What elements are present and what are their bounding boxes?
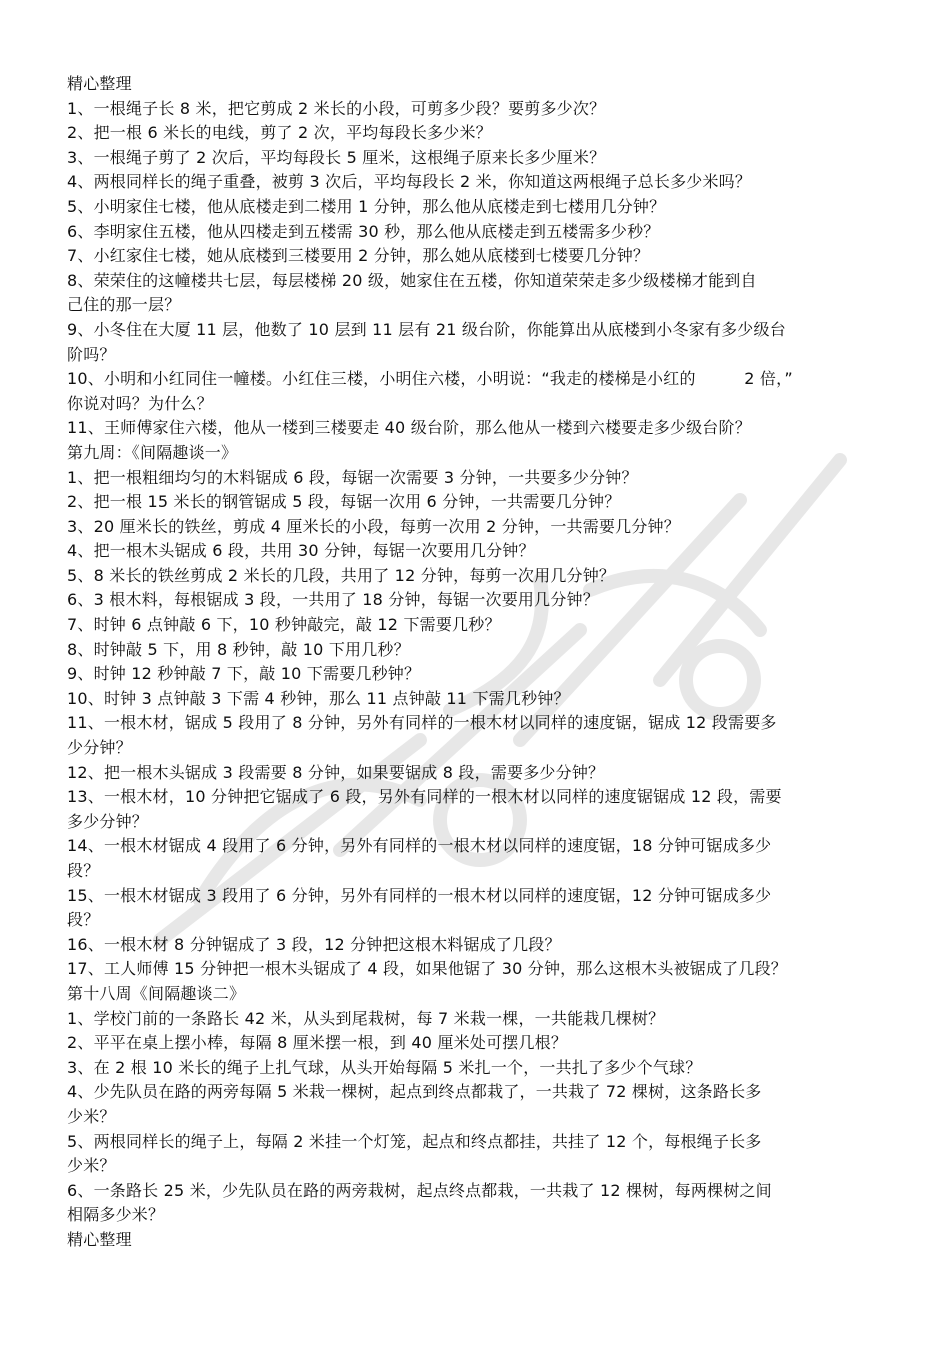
list-item-continuation: 多少分钟？ (67, 811, 149, 831)
list-item: 9、时钟 12 秒钟敲 7 下，敲 10 下需要几秒钟？ (67, 664, 421, 684)
list-item: 14、一根木材锯成 4 段用了 6 分钟，另外有同样的一根木材以同样的速度锯，18 分钟可锯成多少 (67, 836, 772, 856)
document-body (67, 72, 887, 1253)
list-item: 4、把一根木头锯成 6 段，共用 30 分钟，每锯一次要用几分钟？ (67, 541, 535, 561)
list-item: 7、小红家住七楼，她从底楼到三楼要用 2 分钟，那么她从底楼到七楼要几分钟？ (67, 246, 650, 266)
list-item-continuation: 段？ (67, 861, 100, 880)
page-header: 精心整理 (67, 74, 132, 93)
list-item: 6、一条路长 25 米，少先队员在路的两旁栽树，起点终点都栽，一共栽了 12 棵树，每两棵树之间 (67, 1180, 772, 1200)
list-item-continuation: 你说对吗？为什么？ (67, 393, 213, 413)
list-item: 3、20 厘米长的铁丝，剪成 4 厘米长的小段，每剪一次用 2 分钟，一共需要几分钟？ (67, 516, 680, 536)
list-item: 4、少先队员在路的两旁每隔 5 米栽一棵树，起点到终点都栽了，一共栽了 72 棵树，这条路长多 (67, 1082, 762, 1102)
list-item: 6、3 根木料，每根锯成 3 段，一共用了 18 分钟，每锯一次要用几分钟？ (67, 590, 599, 610)
list-item: 5、小明家住七楼，他从底楼走到二楼用 1 分钟，那么他从底楼走到七楼用几分钟？ (67, 196, 666, 216)
list-item-continuation: 少分钟？ (67, 738, 132, 758)
section-heading: 第九周：《间隔趣谈一》 (67, 442, 238, 462)
list-item-continuation: 相隔多少米？ (67, 1205, 165, 1225)
list-item: 4、两根同样长的绳子重叠，被剪 3 次后，平均每段长 2 米，你知道这两根绳子总长多少米吗？ (67, 172, 752, 192)
list-item: 11、一根木材，锯成 5 段用了 8 分钟，另外有同样的一根木材以同样的速度锯，锯成 12 段需要多 (67, 713, 777, 733)
page-footer: 精心整理 (67, 1229, 132, 1249)
section-heading: 第十八周《间隔趣谈二》 (67, 983, 246, 1003)
list-item: 7、时钟 6 点钟敲 6 下，10 秒钟敲完，敲 12 下需要几秒？ (67, 615, 501, 635)
list-item-continuation: 少米？ (67, 1106, 116, 1126)
section-3 (67, 982, 887, 1228)
list-item: 3、一根绳子剪了 2 次后，平均每段长 5 厘米，这根绳子原来长多少厘米？ (67, 147, 606, 167)
list-item: 6、李明家住五楼，他从四楼走到五楼需 30 秒，那么他从底楼走到五楼需多少秒？ (67, 221, 660, 241)
list-item: 16、一根木材 8 分钟锯成了 3 段，12 分钟把这根木料锯成了几段？ (67, 934, 561, 954)
list-item: 1、一根绳子长 8 米，把它剪成 2 米长的小段，可剪多少段？要剪多少次？ (67, 98, 606, 118)
list-item: 10、小明和小红同住一幢楼。小红住三楼，小明住六楼，小明说：“我走的楼梯是小红的 2 倍，” (67, 369, 793, 389)
list-item: 10、时钟 3 点钟敲 3 下需 4 秒钟，那么 11 点钟敲 11 下需几秒钟？ (67, 688, 570, 708)
list-item: 11、王师傅家住六楼，他从一楼到三楼要走 40 级台阶，那么他从一楼到六楼要走多少级台阶？ (67, 418, 751, 438)
list-item: 5、两根同样长的绳子上，每隔 2 米挂一个灯笼，起点和终点都挂，共挂了 12 个，每根绳子长多 (67, 1131, 762, 1151)
list-item: 2、把一根 15 米长的钢管锯成 5 段，每锯一次用 6 分钟，一共需要几分钟？ (67, 492, 621, 512)
list-item: 5、8 米长的铁丝剪成 2 米长的几段，共用了 12 分钟，每剪一次用几分钟？ (67, 565, 616, 585)
list-item: 3、在 2 根 10 米长的绳子上扎气球，从头开始每隔 5 米扎一个，一共扎了多少个气球？ (67, 1057, 702, 1077)
section-2 (67, 441, 887, 982)
list-item-continuation: 少米？ (67, 1156, 116, 1176)
list-item: 13、一根木材，10 分钟把它锯成了 6 段，另外有同样的一根木材以同样的速度锯锯成 12 段，需要 (67, 787, 782, 807)
list-item: 17、工人师傅 15 分钟把一根木头锯成了 4 段，如果他锯了 30 分钟，那么这根木头被锯成了几段？ (67, 959, 787, 979)
list-item: 2、平平在桌上摆小棒，每隔 8 厘米摆一根，到 40 厘米处可摆几根？ (67, 1033, 568, 1053)
list-item-continuation: 段？ (67, 910, 100, 930)
list-item: 8、时钟敲 5 下，用 8 秒钟，敲 10 下用几秒？ (67, 639, 410, 659)
list-item-continuation: 阶吗？ (67, 344, 116, 364)
list-item-continuation: 己住的那一层？ (67, 295, 181, 315)
list-item: 15、一根木材锯成 3 段用了 6 分钟，另外有同样的一根木材以同样的速度锯，12 分钟可锯成多少 (67, 885, 772, 905)
list-item: 12、把一根木头锯成 3 段需要 8 分钟，如果要锯成 8 段，需要多少分钟？ (67, 762, 605, 782)
list-item: 8、荣荣住的这幢楼共七层，每层楼梯 20 级，她家住在五楼，你知道荣荣走多少级楼梯才能到自 (67, 270, 757, 290)
list-item: 2、把一根 6 米长的电线，剪了 2 次，平均每段长多少米？ (67, 123, 492, 143)
list-item: 9、小冬住在大厦 11 层，他数了 10 层到 11 层有 21 级台阶，你能算出从底楼到小冬家有多少级台 (67, 319, 786, 339)
list-item: 1、学校门前的一条路长 42 米，从头到尾栽树，每 7 米栽一棵，一共能栽几棵树？ (67, 1008, 665, 1028)
list-item: 1、把一根粗细均匀的木料锯成 6 段，每锯一次需要 3 分钟，一共要多少分钟？ (67, 467, 638, 487)
section-1 (67, 97, 887, 441)
